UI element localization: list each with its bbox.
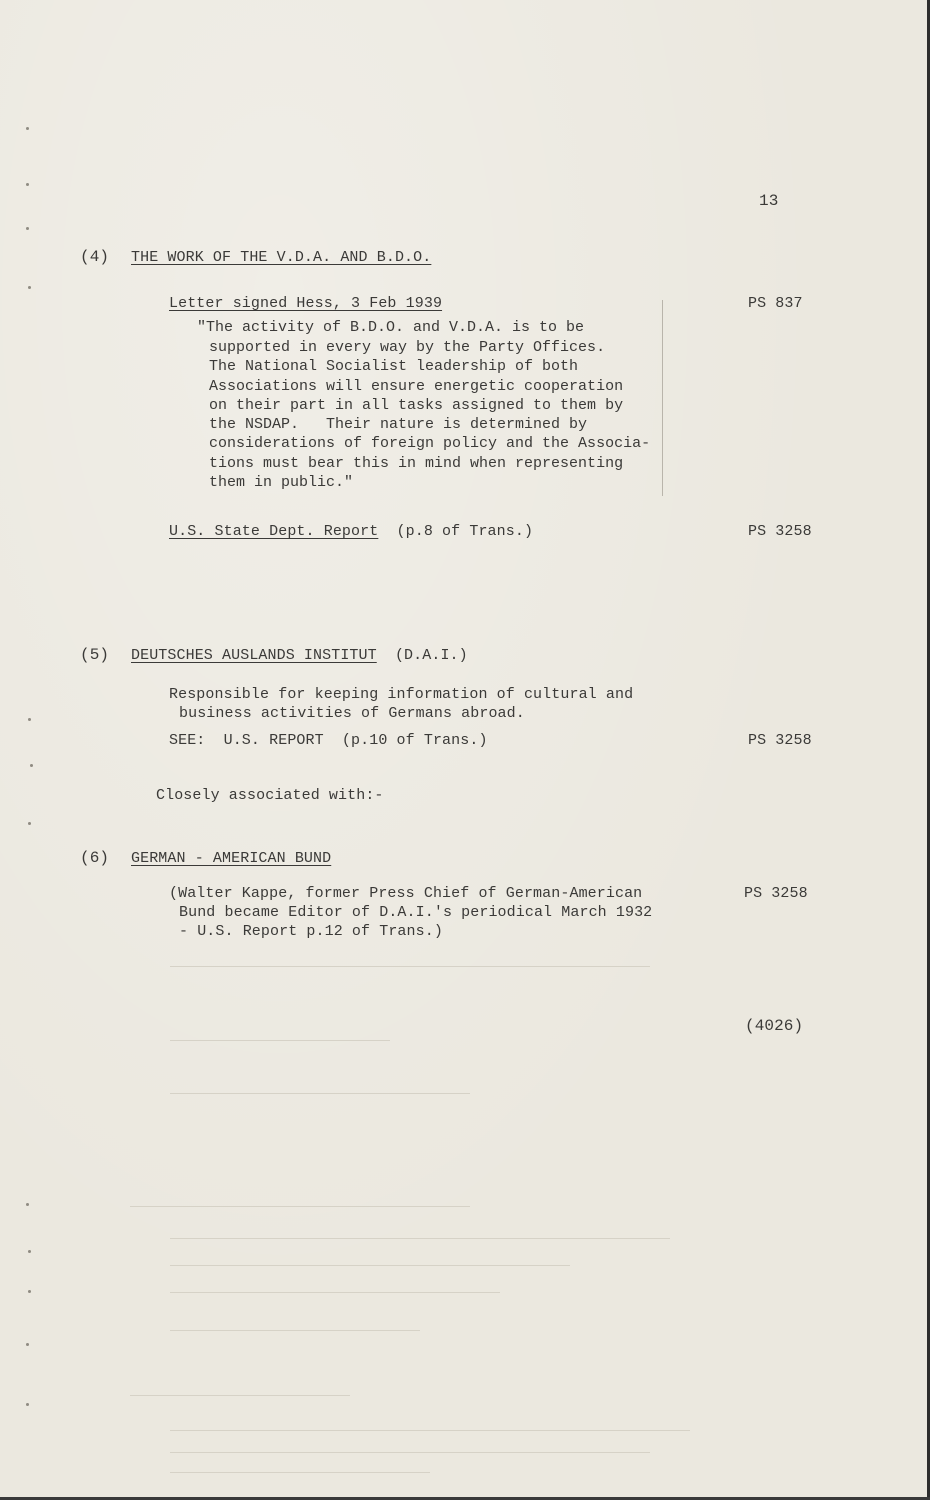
section-6-text-line-1: (Walter Kappe, former Press Chief of German-American	[169, 885, 643, 902]
show-through-rule	[170, 1238, 670, 1239]
section-6-number: (6)	[80, 849, 110, 867]
show-through-rule	[170, 1430, 690, 1431]
margin-mark	[26, 127, 29, 130]
quote-margin-bar	[662, 300, 663, 496]
margin-mark	[26, 1343, 29, 1346]
quote-line: supported in every way by the Party Offices.	[209, 339, 606, 356]
section-4-heading: THE WORK OF THE V.D.A. AND B.D.O.	[131, 249, 432, 266]
section-5-text-line-2: business activities of Germans abroad.	[179, 705, 525, 722]
section-5-text-line-1: Responsible for keeping information of cultural and	[169, 686, 634, 703]
section-5-heading-text: DEUTSCHES AUSLANDS INSTITUT	[131, 647, 377, 664]
show-through-rule	[170, 1292, 500, 1293]
quote-line: tions must bear this in mind when representing	[209, 455, 624, 472]
associated-with: Closely associated with:-	[156, 787, 384, 804]
show-through-rule	[170, 1472, 430, 1473]
margin-mark	[28, 822, 31, 825]
margin-mark	[26, 1403, 29, 1406]
section-6-heading: GERMAN - AMERICAN BUND	[131, 850, 332, 867]
show-through-rule	[170, 1093, 470, 1094]
section-6-text-line-3: - U.S. Report p.12 of Trans.)	[179, 923, 443, 940]
section-6-text-line-2: Bund became Editor of D.A.I.'s periodical March 1932	[179, 904, 653, 921]
section-5-ref: PS 3258	[748, 732, 812, 749]
margin-mark	[26, 183, 29, 186]
quote-line: Associations will ensure energetic cooperation	[209, 378, 624, 395]
section-4-ref-2: PS 3258	[748, 523, 812, 540]
section-6-ref: PS 3258	[744, 885, 808, 902]
show-through-rule	[130, 1206, 470, 1207]
show-through-rule	[170, 1452, 650, 1453]
show-through-rule	[170, 1040, 390, 1041]
margin-mark	[28, 718, 31, 721]
margin-mark	[26, 1203, 29, 1206]
section-5-heading	[131, 646, 468, 666]
section-5-see: SEE: U.S. REPORT (p.10 of Trans.)	[169, 732, 488, 749]
margin-mark	[26, 227, 29, 230]
margin-mark	[30, 764, 33, 767]
quote-line: them in public."	[209, 474, 354, 491]
page-number: 13	[759, 192, 779, 210]
section-5-number: (5)	[80, 646, 110, 664]
quote-line: The National Socialist leadership of both	[209, 358, 579, 375]
margin-mark	[28, 286, 31, 289]
quote-line: on their part in all tasks assigned to them by	[209, 397, 624, 414]
document-number: (4026)	[745, 1017, 804, 1035]
section-4-number: (4)	[80, 248, 110, 266]
show-through-rule	[130, 1395, 350, 1396]
quote-line: "The activity of B.D.O. and V.D.A. is to be	[197, 319, 585, 336]
margin-mark	[28, 1290, 31, 1293]
report-title: U.S. State Dept. Report	[169, 523, 379, 540]
quote-line: the NSDAP. Their nature is determined by	[209, 416, 588, 433]
show-through-rule	[170, 966, 650, 967]
section-5-heading-abbr: (D.A.I.)	[376, 647, 468, 664]
show-through-rule	[170, 1265, 570, 1266]
quote-line: considerations of foreign policy and the Associa-	[209, 435, 651, 452]
section-4-report	[169, 522, 533, 542]
section-4-source: Letter signed Hess, 3 Feb 1939	[169, 295, 443, 312]
margin-mark	[28, 1250, 31, 1253]
section-4-ref-1: PS 837	[748, 295, 803, 312]
show-through-rule	[170, 1330, 420, 1331]
report-pages: (p.8 of Trans.)	[378, 523, 534, 540]
